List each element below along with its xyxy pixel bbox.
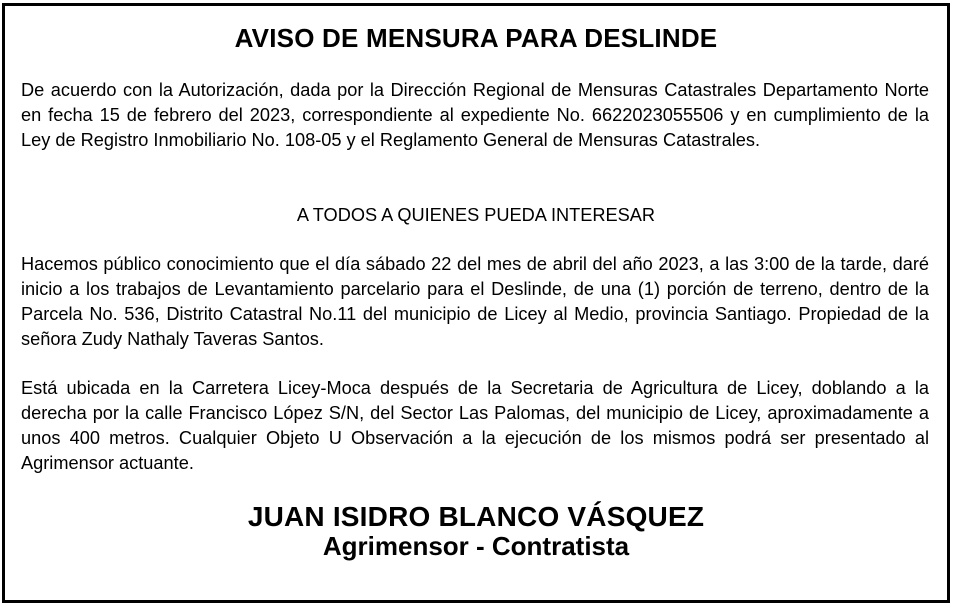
signatory-role: Agrimensor - Contratista (322, 531, 630, 561)
notice-title: AVISO DE MENSURA PARA DESLINDE (234, 23, 718, 53)
notice-address-line: A TODOS A QUIENES PUEDA INTERESAR (296, 205, 656, 225)
notice-paragraph-authorization: De acuerdo con la Autorización, dada por la Dirección Regional de Mensuras Catastrales Departamento Norte en fecha 15 de febrero del 2023, correspondiente al expediente No. 6622023055506 y en cumplimiento de la Ley de Registro Inmobiliario No. 108-05 y el Reglamento General de Mensuras Catastrales. (21, 80, 929, 150)
notice-paragraph-location: Está ubicada en la Carretera Licey-Moca después de la Secretaria de Agricultura de Licey, doblando a la derecha por la calle Francisco López S/N, del Sector Las Palomas, del municipio de Licey, aproximadamente a unos 400 metros. Cualquier Objeto U Observación a la ejecución de los mismos podrá ser presentado al Agrimensor actuante. (21, 378, 929, 473)
signatory-name: JUAN ISIDRO BLANCO VÁSQUEZ (247, 501, 705, 532)
legal-notice (2, 3, 950, 603)
notice-paragraph-announcement: Hacemos público conocimiento que el día sábado 22 del mes de abril del año 2023, a las 3:00 de la tarde, daré inicio a los trabajos de Levantamiento parcelario para el Deslinde, de una (1) porción de terreno, dentro de la Parcela No. 536, Distrito Catastral No.11 del municipio de Licey al Medio, provincia Santiago. Propiedad de la señora Zudy Nathaly Taveras Santos. (21, 254, 929, 349)
